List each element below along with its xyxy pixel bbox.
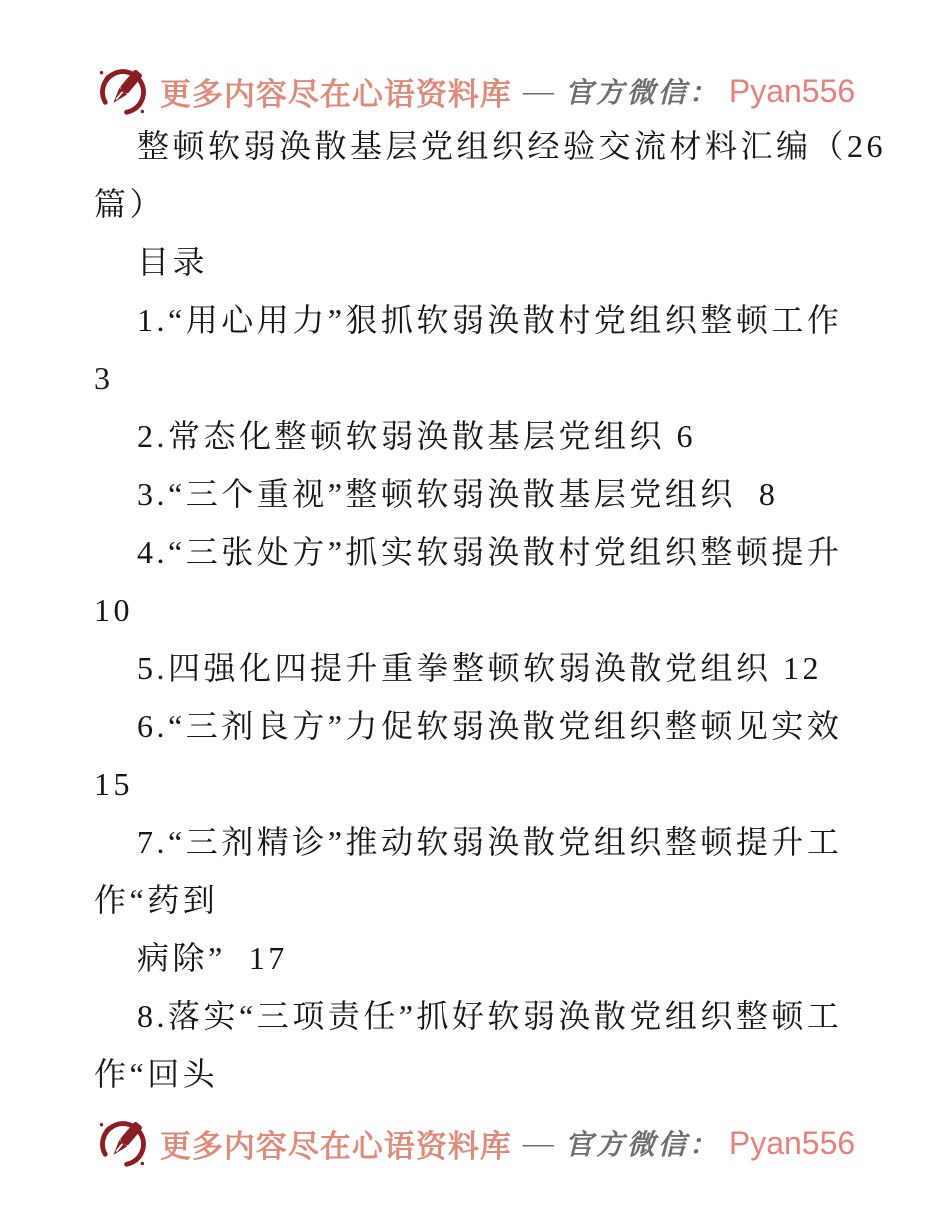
toc-content: [94, 117, 887, 1103]
toc-entry-7-end: 病除” 17: [137, 940, 288, 976]
doc-title-line-2: 篇）: [94, 186, 166, 222]
pen-circle-logo-icon: [95, 1114, 151, 1172]
dash-separator: —: [522, 1125, 554, 1160]
toc-entry-4: 4.“三张处方”抓实软弱涣散村党组织整顿提升: [137, 534, 843, 570]
wechat-label: 官方微信：: [564, 78, 720, 109]
toc-heading: 目录: [137, 244, 209, 280]
brand-text: 更多内容尽在心语资料库: [159, 76, 512, 112]
footer-watermark: [0, 1114, 950, 1172]
header-watermark: [0, 62, 950, 120]
toc-entry-5: 5.四强化四提升重拳整顿软弱涣散党组织 12: [137, 650, 823, 686]
wechat-id: Pyan556: [728, 1124, 856, 1161]
toc-entry-2: 2.常态化整顿软弱涣散基层党组织 6: [137, 418, 697, 454]
toc-entry-6-page: 15: [94, 766, 133, 802]
toc-entry-1-page: 3: [94, 360, 114, 396]
pen-circle-logo-icon: [95, 62, 151, 120]
toc-entry-7-cont: 作“药到: [94, 882, 219, 918]
brand-text: 更多内容尽在心语资料库: [159, 1128, 512, 1164]
doc-title-line-1: 整顿软弱涣散基层党组织经验交流材料汇编（26: [137, 128, 887, 164]
dash-separator: —: [522, 73, 554, 108]
toc-entry-8-cont: 作“回头: [94, 1056, 219, 1092]
toc-entry-6: 6.“三剂良方”力促软弱涣散党组织整顿见实效: [137, 708, 843, 744]
wechat-label: 官方微信：: [564, 1130, 720, 1161]
toc-entry-8: 8.落实“三项责任”抓好软弱涣散党组织整顿工: [137, 998, 843, 1034]
toc-entry-3: 3.“三个重视”整顿软弱涣散基层党组织 8: [137, 476, 779, 512]
toc-entry-7: 7.“三剂精诊”推动软弱涣散党组织整顿提升工: [137, 824, 843, 860]
wechat-id: Pyan556: [728, 72, 856, 109]
toc-entry-4-page: 10: [94, 592, 133, 628]
toc-entry-1: 1.“用心用力”狠抓软弱涣散村党组织整顿工作: [137, 302, 843, 338]
